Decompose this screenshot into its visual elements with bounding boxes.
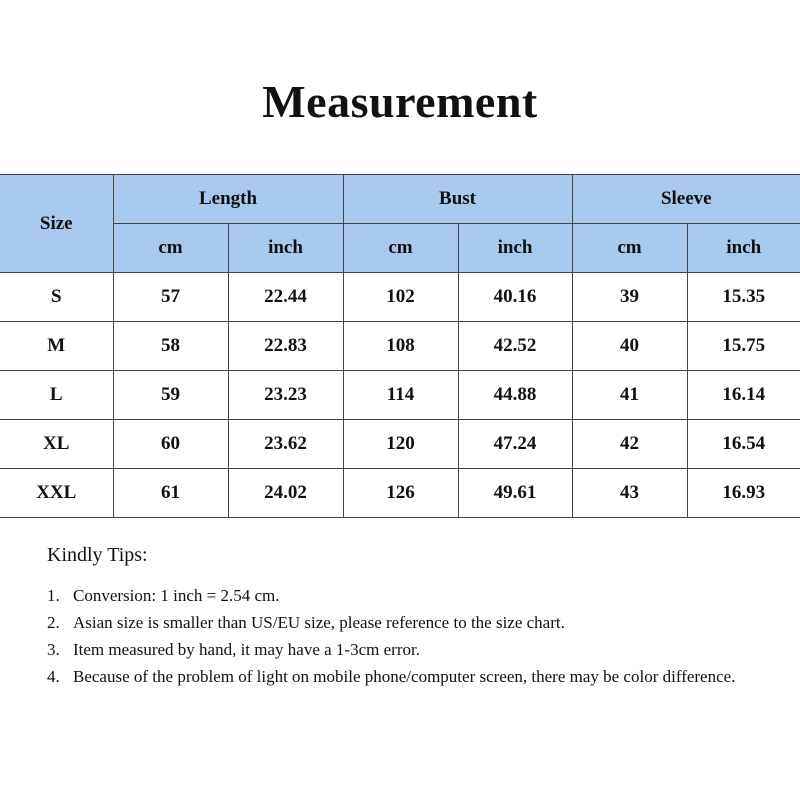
bust-group-header: Bust [343,175,572,224]
sleeve-cm-cell: 41 [572,371,687,420]
table-row [0,469,800,518]
length-cm-cell: 59 [113,371,228,420]
table-row [0,371,800,420]
tip-number: 4. [47,667,60,686]
bust-cm-cell: 114 [343,371,458,420]
sleeve-cm-cell: 39 [572,273,687,322]
group-header-row [0,175,800,224]
bust-cm-cell: 108 [343,322,458,371]
size-cell: XXL [0,469,113,518]
length-inch-cell: 24.02 [228,469,343,518]
table-row [0,420,800,469]
length-cm-header: cm [113,224,228,273]
size-column-header: Size [0,175,113,273]
sleeve-inch-cell: 16.54 [687,420,800,469]
tip-number: 1. [47,586,60,605]
bust-inch-cell: 42.52 [458,322,572,371]
table-row [0,273,800,322]
sleeve-group-header: Sleeve [572,175,800,224]
kindly-tips-section [47,540,747,690]
bust-inch-cell: 44.88 [458,371,572,420]
length-cm-cell: 58 [113,322,228,371]
bust-cm-cell: 120 [343,420,458,469]
length-inch-cell: 23.62 [228,420,343,469]
page-title: Measurement [262,76,538,127]
size-cell: S [0,273,113,322]
tip-text: Because of the problem of light on mobile phone/computer screen, there may be color difference. [73,667,736,686]
tips-title: Kindly Tips: [47,544,148,566]
bust-inch-cell: 47.24 [458,420,572,469]
bust-inch-header: inch [458,224,572,273]
length-inch-cell: 22.44 [228,273,343,322]
tip-item [47,636,747,663]
bust-cm-cell: 102 [343,273,458,322]
size-cell: M [0,322,113,371]
sleeve-cm-cell: 42 [572,420,687,469]
length-cm-cell: 60 [113,420,228,469]
length-cm-cell: 57 [113,273,228,322]
sleeve-inch-header: inch [687,224,800,273]
length-cm-cell: 61 [113,469,228,518]
sleeve-inch-cell: 15.35 [687,273,800,322]
sleeve-cm-header: cm [572,224,687,273]
tip-text: Conversion: 1 inch = 2.54 cm. [73,586,280,605]
bust-inch-cell: 49.61 [458,469,572,518]
size-cell: XL [0,420,113,469]
sleeve-inch-cell: 16.93 [687,469,800,518]
length-inch-cell: 23.23 [228,371,343,420]
tip-text: Item measured by hand, it may have a 1-3cm error. [73,640,420,659]
bust-cm-cell: 126 [343,469,458,518]
sleeve-cm-cell: 40 [572,322,687,371]
tip-item [47,663,747,690]
bust-inch-cell: 40.16 [458,273,572,322]
tip-item [47,609,747,636]
length-inch-header: inch [228,224,343,273]
unit-header-row [0,224,800,273]
bust-cm-header: cm [343,224,458,273]
tip-item [47,582,747,609]
tip-text: Asian size is smaller than US/EU size, please reference to the size chart. [73,613,565,632]
size-chart-table [0,174,800,518]
table-row [0,322,800,371]
sleeve-cm-cell: 43 [572,469,687,518]
sleeve-inch-cell: 16.14 [687,371,800,420]
length-inch-cell: 22.83 [228,322,343,371]
tip-number: 3. [47,640,60,659]
size-cell: L [0,371,113,420]
tips-list [47,582,747,690]
length-group-header: Length [113,175,343,224]
sleeve-inch-cell: 15.75 [687,322,800,371]
tip-number: 2. [47,613,60,632]
